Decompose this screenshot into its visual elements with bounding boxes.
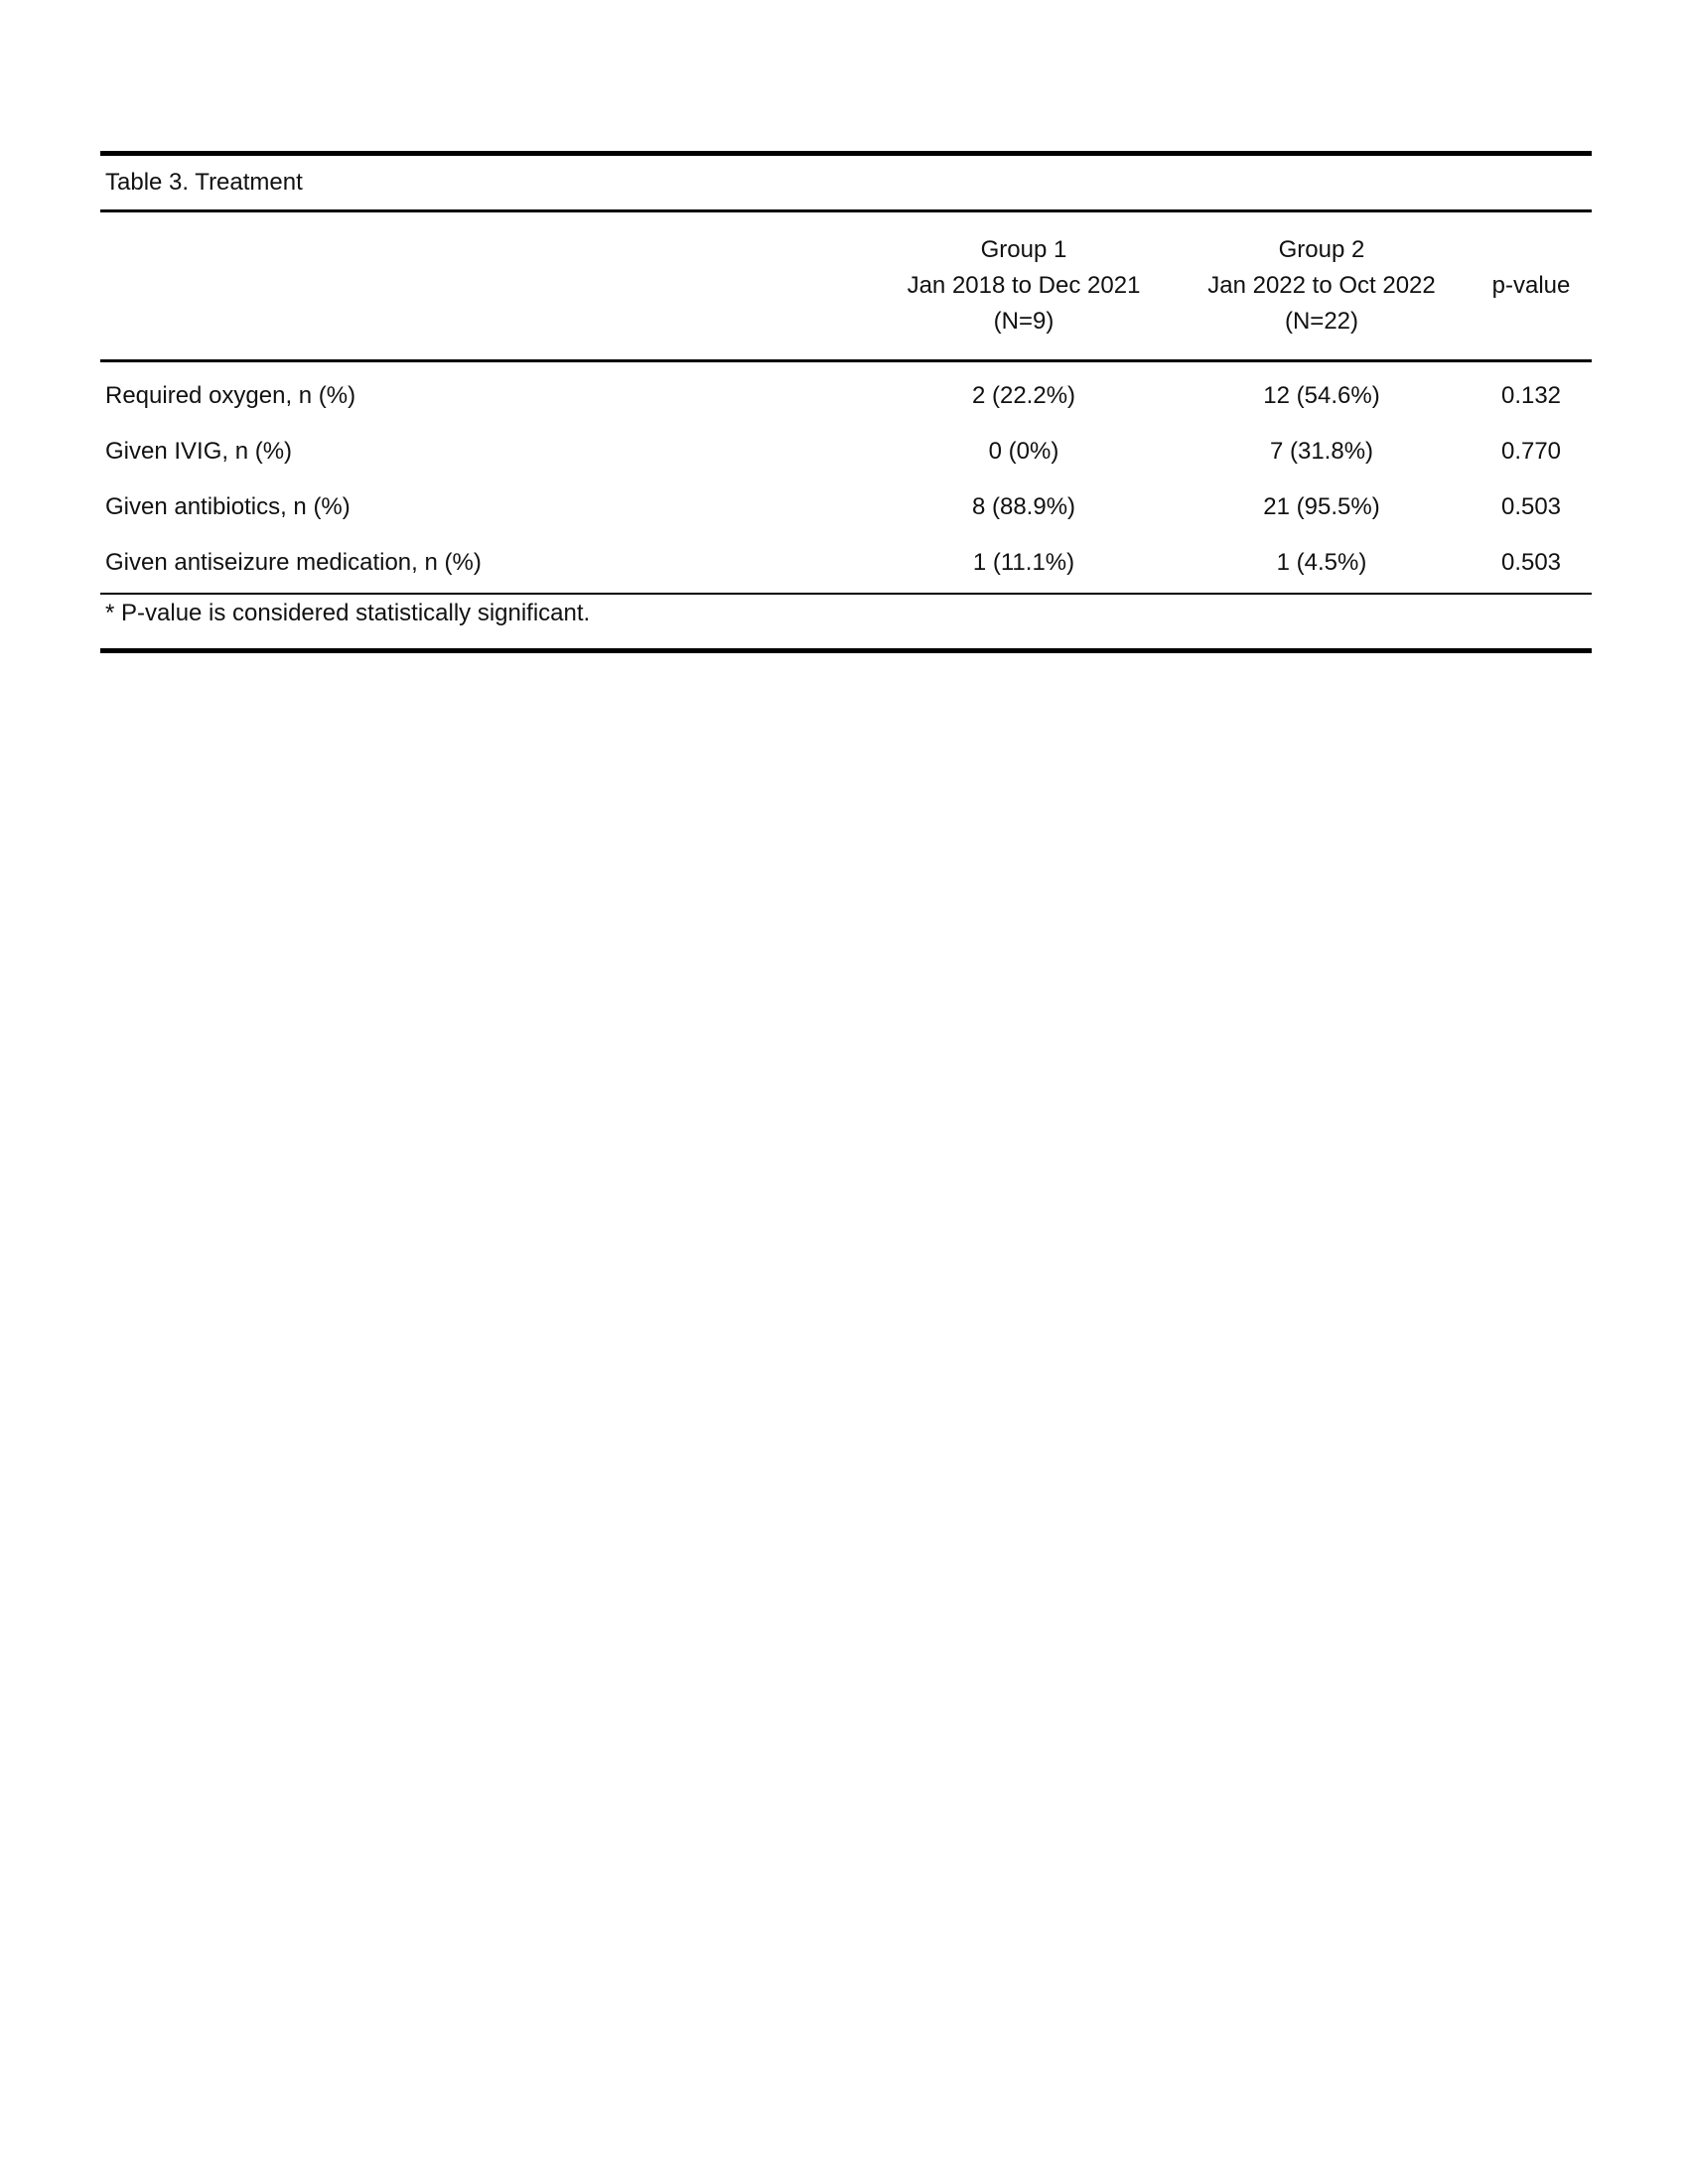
group2-count: (N=22) [1284,308,1359,335]
table-row [100,368,1592,424]
group1-count: (N=9) [993,308,1055,335]
row-label: Required oxygen, n (%) [105,382,356,409]
table-caption: Table 3. Treatment [105,169,303,196]
row-label: Given IVIG, n (%) [105,438,293,465]
table-bottom-rule [100,648,1592,653]
row-pvalue: 0.132 [1500,382,1562,409]
row-group2-value: 7 (31.8%) [1269,438,1374,465]
table-row [100,535,1592,591]
header-pvalue: p-value [1491,272,1571,299]
row-group2-value: 21 (95.5%) [1263,493,1380,520]
row-pvalue: 0.770 [1500,438,1562,465]
row-pvalue: 0.503 [1500,549,1562,576]
treatment-table [100,151,1592,653]
table-row [100,479,1592,535]
row-label: Given antiseizure medication, n (%) [105,549,482,576]
row-pvalue: 0.503 [1500,493,1562,520]
row-group1-value: 8 (88.9%) [971,493,1076,520]
header-group2 [1173,232,1471,340]
table-body [100,362,1592,593]
row-group2-value: 12 (54.6%) [1263,382,1380,409]
table-row [100,424,1592,479]
row-group1-value: 1 (11.1%) [972,549,1075,576]
group2-period: Jan 2022 to Oct 2022 [1207,272,1436,299]
row-group2-value: 1 (4.5%) [1276,549,1367,576]
group2-name: Group 2 [1278,236,1365,263]
table-footnote: * P-value is considered statistically significant. [105,600,591,626]
group1-name: Group 1 [980,236,1067,263]
header-group1 [875,232,1173,340]
row-group1-value: 2 (22.2%) [971,382,1076,409]
table-header [100,212,1592,359]
group1-period: Jan 2018 to Dec 2021 [907,272,1141,299]
row-label: Given antibiotics, n (%) [105,493,351,520]
row-group1-value: 0 (0%) [988,438,1059,465]
